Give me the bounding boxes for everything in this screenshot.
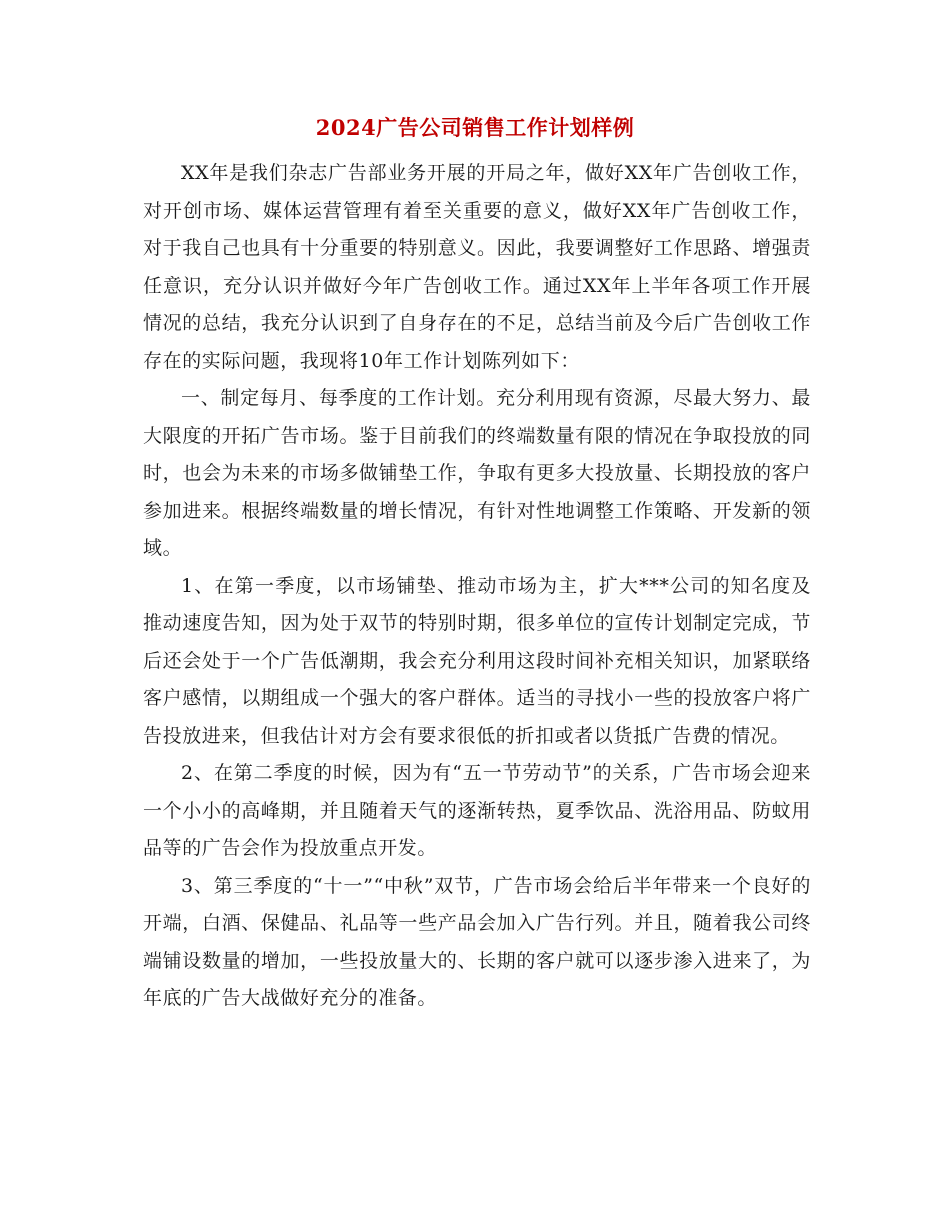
paragraph-quarter-3: 3、第三季度的“十一”“中秋”双节，广告市场会给后半年带来一个良好的开端，白酒、保健品、礼品等一些产品会加入广告行列。并且，随着我公司终端铺设数量的增加，一些投放量大的、长期的客户就可以逐步渗入进来了，为年底的广告大战做好充分的准备。 <box>143 874 811 1009</box>
paragraph-intro: XX年是我们杂志广告部业务开展的开局之年，做好XX年广告创收工作，对开创市场、媒体运营管理有着至关重要的意义，做好XX年广告创收工作，对于我自己也具有十分重要的特别意义。因此，我要调整好工作思路、增强责任意识，充分认识并做好今年广告创收工作。通过XX年上半年各项工作开展情况的总结，我充分认识到了自身存在的不足，总结当前及今后广告创收工作存在的实际问题，我现将10年工作计划陈列如下： <box>143 162 811 372</box>
paragraph-quarter-2: 2、在第二季度的时候，因为有“五一节劳动节”的关系，广告市场会迎来一个小小的高峰期，并且随着天气的逐渐转热，夏季饮品、洗浴用品、防蚊用品等的广告会作为投放重点开发。 <box>143 762 811 859</box>
document-body <box>143 155 811 1018</box>
paragraph-section-1: 一、制定每月、每季度的工作计划。充分利用现有资源，尽最大努力、最大限度的开拓广告市场。鉴于目前我们的终端数量有限的情况在争取投放的同时，也会为未来的市场多做铺垫工作，争取有更多大投放量、长期投放的客户参加进来。根据终端数量的增长情况，有针对性地调整工作策略、开发新的领域。 <box>143 387 811 559</box>
document-title: 2024广告公司销售工作计划样例 <box>315 115 635 140</box>
paragraph-quarter-1: 1、在第一季度，以市场铺垫、推动市场为主，扩大***公司的知名度及推动速度告知，因为处于双节的特别时期，很多单位的宣传计划制定完成，节后还会处于一个广告低潮期，我会充分利用这段时间补充相关知识，加紧联络客户感情，以期组成一个强大的客户群体。适当的寻找小一些的投放客户将广告投放进来，但我估计对方会有要求很低的折扣或者以货抵广告费的情况。 <box>143 574 811 747</box>
